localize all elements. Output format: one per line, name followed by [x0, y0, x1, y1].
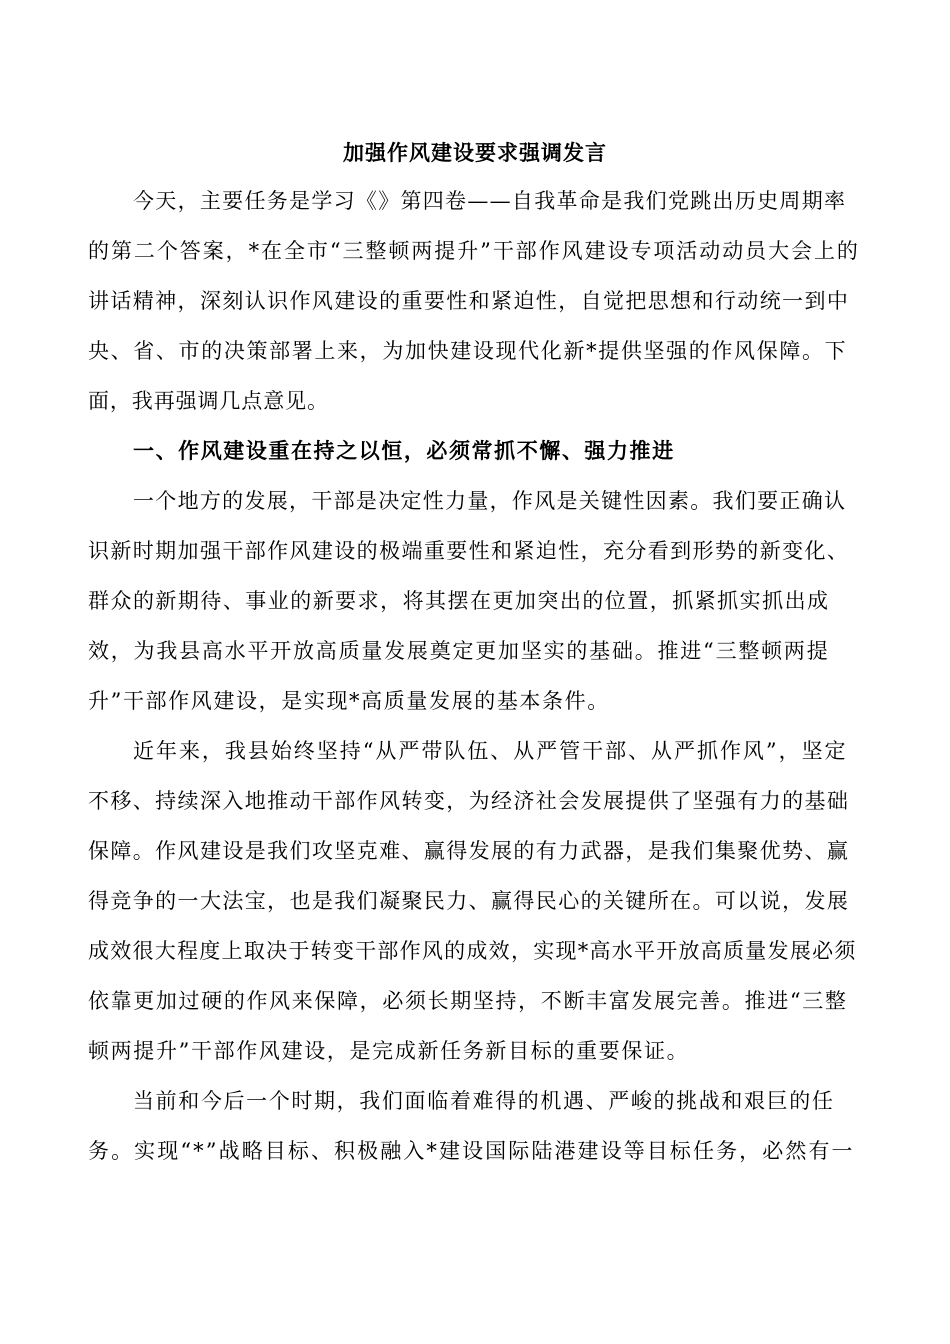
body-line: 一个地方的发展，干部是决定性力量，作风是关键性因素。我们要正确认: [133, 489, 847, 513]
body-line: 面，我再强调几点意见。: [88, 389, 329, 413]
body-line: 顿两提升”干部作风建设，是完成新任务新目标的重要保证。: [88, 1039, 690, 1063]
body-line: 保障。作风建设是我们攻坚克难、赢得发展的有力武器，是我们集聚优势、赢: [88, 839, 850, 863]
body-line: 讲话精神，深刻认识作风建设的重要性和紧迫性，自觉把思想和行动统一到中: [88, 289, 850, 313]
document-title: 加强作风建设要求强调发言: [343, 140, 607, 165]
body-line: 识新时期加强干部作风建设的极端重要性和紧迫性，充分看到形势的新变化、: [88, 539, 850, 563]
section-heading: 一、作风建设重在持之以恒，必须常抓不懈、强力推进: [133, 438, 675, 463]
body-line: 不移、持续深入地推动干部作风转变，为经济社会发展提供了坚强有力的基础: [88, 789, 850, 813]
body-line: 今天，主要任务是学习《》第四卷——自我革命是我们党跳出历史周期率: [133, 189, 847, 213]
body-line: 近年来，我县始终坚持“从严带队伍、从严管干部、从严抓作风”，坚定: [133, 739, 848, 763]
body-line: 群众的新期待、事业的新要求，将其摆在更加突出的位置，抓紧抓实抓出成: [88, 589, 830, 613]
body-line: 依靠更加过硬的作风来保障，必须长期坚持，不断丰富发展完善。推进“三整: [88, 989, 848, 1013]
body-line: 当前和今后一个时期，我们面临着难得的机遇、严峻的挑战和艰巨的任: [133, 1089, 835, 1113]
body-line: 效，为我县高水平开放高质量发展奠定更加坚实的基础。推进“三整顿两提: [88, 639, 830, 663]
body-line: 的第二个答案，*在全市“三整顿两提升”干部作风建设专项活动动员大会上的: [88, 239, 860, 263]
body-line: 得竞争的一大法宝，也是我们凝聚民力、赢得民心的关键所在。可以说，发展: [88, 889, 850, 913]
body-line: 央、省、市的决策部署上来，为加快建设现代化新*提供坚强的作风保障。下: [88, 339, 848, 363]
body-line: 成效很大程度上取决于转变干部作风的成效，实现*高水平开放高质量发展必须: [88, 939, 857, 963]
body-line: 升”干部作风建设，是实现*高质量发展的基本条件。: [88, 689, 610, 713]
body-line: 务。实现“*”战略目标、积极融入*建设国际陆港建设等目标任务，必然有一: [88, 1139, 855, 1163]
